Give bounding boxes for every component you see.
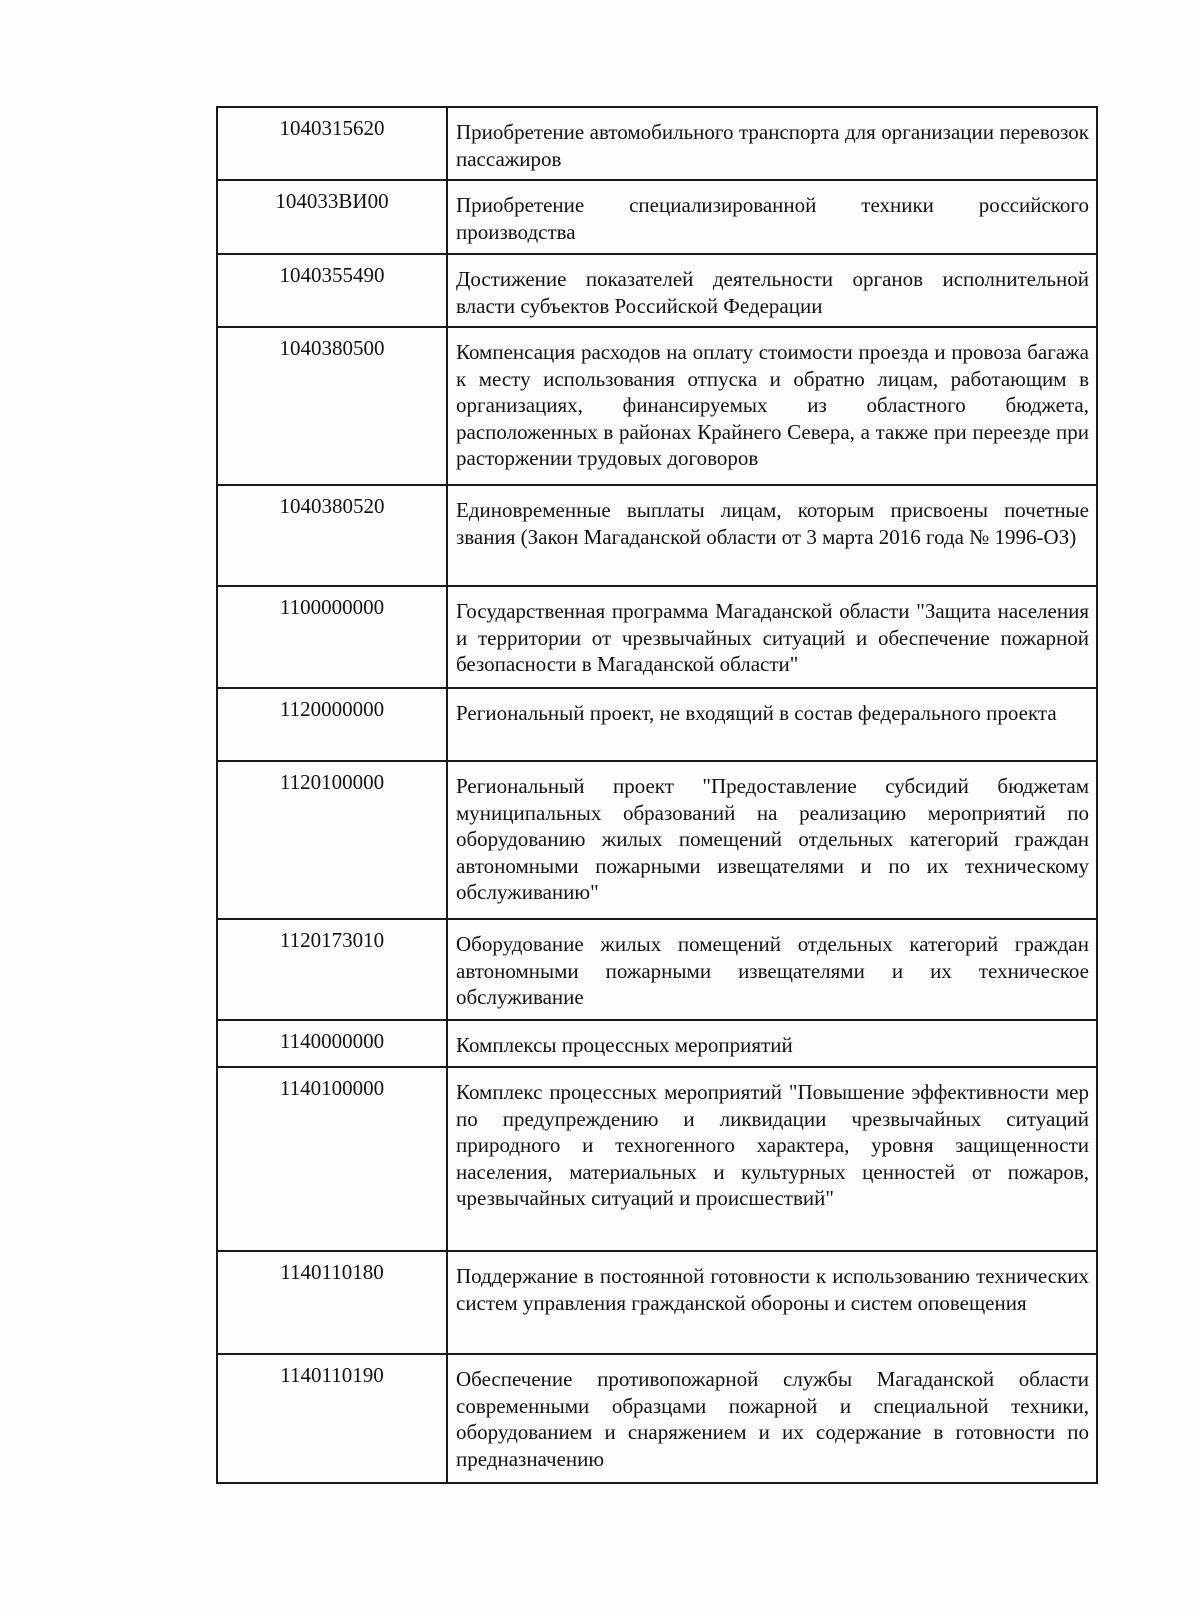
code-cell: 1040315620	[217, 107, 447, 180]
table-row	[217, 586, 1097, 688]
description-cell: Оборудование жилых помещений отдельных категорий граждан автономными пожарными извещателями и их техническое обслуживание	[447, 919, 1097, 1020]
code-cell: 1040355490	[217, 254, 447, 327]
description-cell: Достижение показателей деятельности органов исполнительной власти субъектов Российской Федерации	[447, 254, 1097, 327]
table-row	[217, 485, 1097, 586]
budget-classification-table	[216, 106, 1098, 1484]
description-cell: Региональный проект "Предоставление субсидий бюджетам муниципальных образований на реализацию мероприятий по оборудованию жилых помещений отдельных категорий граждан автономными пожарными извещателями и по их техническому обслуживанию"	[447, 761, 1097, 919]
table-row	[217, 1251, 1097, 1354]
table-row	[217, 919, 1097, 1020]
code-cell: 1120173010	[217, 919, 447, 1020]
description-cell: Комплексы процессных мероприятий	[447, 1020, 1097, 1067]
table-row	[217, 1354, 1097, 1483]
table-row	[217, 1067, 1097, 1251]
description-cell: Приобретение автомобильного транспорта для организации перевозок пассажиров	[447, 107, 1097, 180]
code-cell: 1140100000	[217, 1067, 447, 1251]
table-row	[217, 180, 1097, 254]
description-cell: Региональный проект, не входящий в состав федерального проекта	[447, 688, 1097, 761]
description-cell: Государственная программа Магаданской области "Защита населения и территории от чрезвычайных ситуаций и обеспечение пожарной безопасности в Магаданской области"	[447, 586, 1097, 688]
description-cell: Обеспечение противопожарной службы Магаданской области современными образцами пожарной и специальной техники, оборудованием и снаряжением и их содержание в готовности по предназначению	[447, 1354, 1097, 1483]
description-cell: Поддержание в постоянной готовности к использованию технических систем управления гражданской обороны и систем оповещения	[447, 1251, 1097, 1354]
description-cell: Приобретение специализированной техники российского производства	[447, 180, 1097, 254]
table-row	[217, 327, 1097, 485]
table-row	[217, 254, 1097, 327]
code-cell: 1140000000	[217, 1020, 447, 1067]
code-cell: 1140110190	[217, 1354, 447, 1483]
description-cell: Единовременные выплаты лицам, которым присвоены почетные звания (Закон Магаданской области от 3 марта 2016 года № 1996-ОЗ)	[447, 485, 1097, 586]
code-cell: 1140110180	[217, 1251, 447, 1354]
description-cell: Компенсация расходов на оплату стоимости проезда и провоза багажа к месту использования отпуска и обратно лицам, работающим в организациях, финансируемых из областного бюджета, расположенных в районах Крайнего Севера, а также при переезде при расторжении трудовых договоров	[447, 327, 1097, 485]
table-row	[217, 1020, 1097, 1067]
description-cell: Комплекс процессных мероприятий "Повышение эффективности мер по предупреждению и ликвидации чрезвычайных ситуаций природного и техногенного характера, уровня защищенности населения, материальных и культурных ценностей от пожаров, чрезвычайных ситуаций и происшествий"	[447, 1067, 1097, 1251]
table-row	[217, 688, 1097, 761]
code-cell: 1120000000	[217, 688, 447, 761]
table-row	[217, 107, 1097, 180]
code-cell: 1040380500	[217, 327, 447, 485]
code-cell: 104033ВИ00	[217, 180, 447, 254]
code-cell: 1120100000	[217, 761, 447, 919]
code-cell: 1100000000	[217, 586, 447, 688]
code-cell: 1040380520	[217, 485, 447, 586]
table-row	[217, 761, 1097, 919]
